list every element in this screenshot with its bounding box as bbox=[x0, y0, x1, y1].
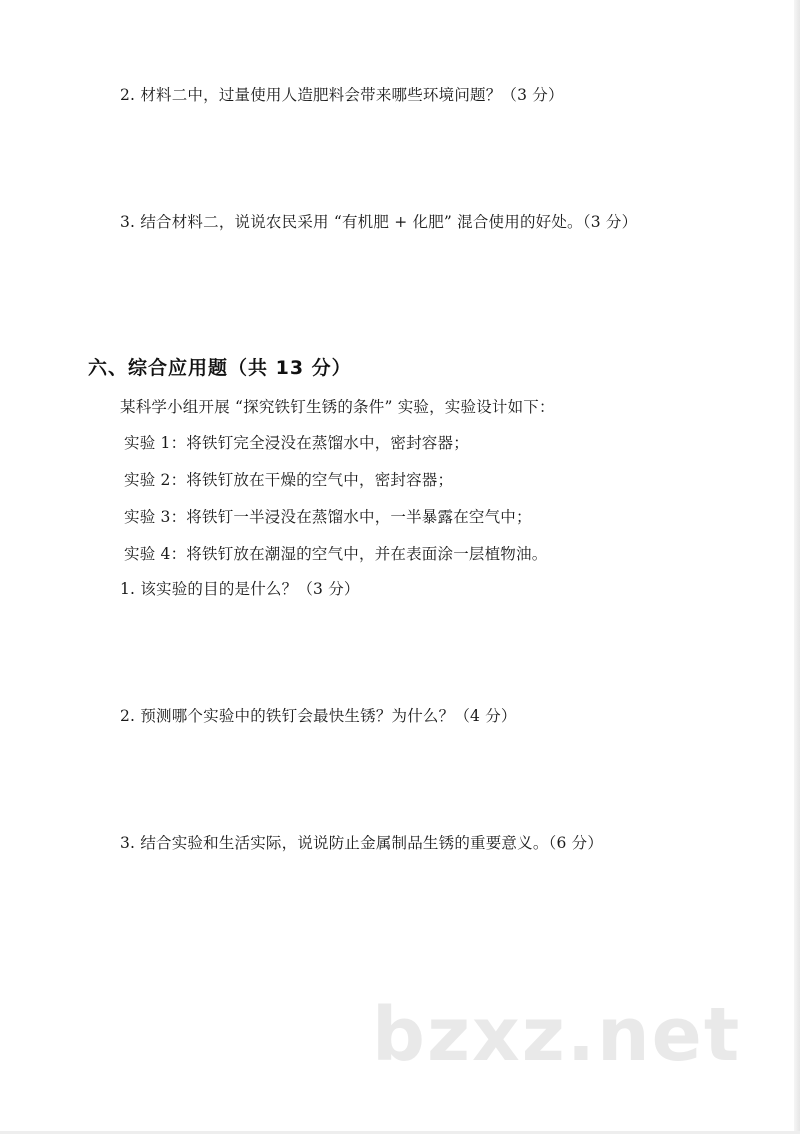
experiment-4: 实验 4：将铁钉放在潮湿的空气中，并在表面涂一层植物油。 bbox=[124, 545, 548, 563]
page-edge-shadow bbox=[794, 0, 800, 1134]
question-5-2: 2. 材料二中，过量使用人造肥料会带来哪些环境问题？（3 分） bbox=[120, 86, 564, 104]
site-watermark: bzxz.net bbox=[372, 992, 742, 1078]
question-6-3: 3. 结合实验和生活实际，说说防止金属制品生锈的重要意义。（6 分） bbox=[120, 834, 604, 852]
section-6-intro: 某科学小组开展 “探究铁钉生锈的条件” 实验，实验设计如下： bbox=[120, 398, 555, 416]
experiment-1: 实验 1：将铁钉完全浸没在蒸馏水中，密封容器； bbox=[124, 434, 469, 452]
section-6-heading: 六、综合应用题（共 13 分） bbox=[88, 357, 352, 379]
question-6-1: 1. 该实验的目的是什么？（3 分） bbox=[120, 580, 360, 598]
experiment-3: 实验 3：将铁钉一半浸没在蒸馏水中，一半暴露在空气中； bbox=[124, 508, 532, 526]
question-6-2: 2. 预测哪个实验中的铁钉会最快生锈？为什么？（4 分） bbox=[120, 707, 517, 725]
question-5-3: 3. 结合材料二，说说农民采用 “有机肥 + 化肥” 混合使用的好处。（3 分） bbox=[120, 213, 638, 231]
experiment-2: 实验 2：将铁钉放在干燥的空气中，密封容器； bbox=[124, 471, 454, 489]
